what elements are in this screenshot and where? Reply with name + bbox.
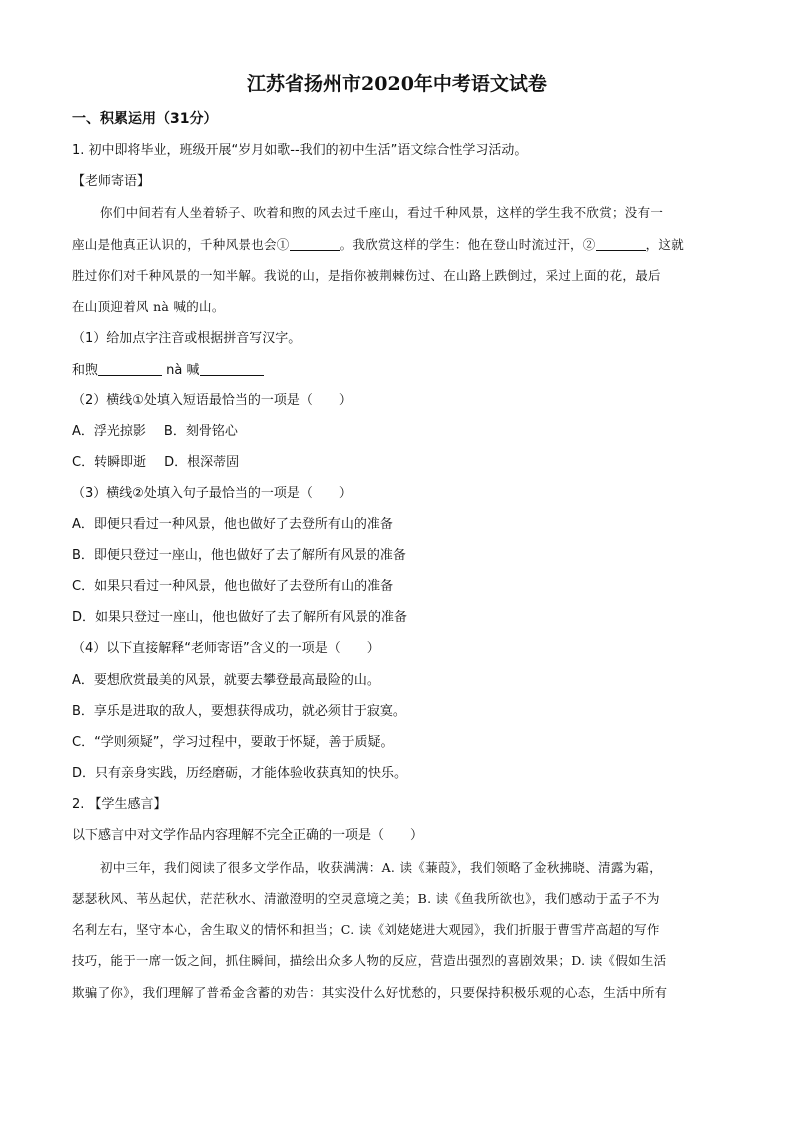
section-heading: 一、积累运用（31分） — [72, 111, 218, 127]
sub-question-4: （4）以下直接解释“老师寄语”含义的一项是（ ） — [72, 641, 380, 656]
teacher-message-line-2 — [72, 236, 684, 254]
option-c[interactable]: C．“学则须疑”，学习过程中，要敢于怀疑，善于质疑。 — [72, 735, 394, 750]
question-2-stem: 以下感言中对文学作品内容理解不完全正确的一项是（ ） — [72, 828, 424, 843]
teacher-message-line-2-c: ，这就 — [645, 237, 685, 252]
student-message-line-2: 瑟瑟秋风、苇丛起伏，茫茫秋水、清澈澄明的空灵意境之美；B. 读《鱼我所欲也》，我们感动于孟子不为 — [72, 891, 660, 906]
blank-1[interactable] — [290, 236, 340, 251]
option-c[interactable]: C．如果只看过一种风景，他也做好了去登所有山的准备 — [72, 579, 394, 594]
option-d[interactable]: D．如果只登过一座山，他也做好了去了解所有风景的准备 — [72, 610, 408, 625]
option-b[interactable]: B．刻骨铭心 — [163, 424, 238, 439]
question-2-heading: 2. 【学生感言】 — [72, 797, 167, 812]
option-a[interactable]: A．即便只看过一种风景，他也做好了去登所有山的准备 — [72, 517, 393, 532]
option-b[interactable]: B．即便只登过一座山，他也做好了去了解所有风景的准备 — [72, 548, 406, 563]
question-1-stem: 1. 初中即将毕业，班级开展“岁月如歌--我们的初中生活”语文综合性学习活动。 — [72, 143, 528, 158]
student-message-line-5: 欺骗了你》，我们理解了普希金含蓄的劝告：其实没什么好忧愁的，只要保持积极乐观的心态，生活中所有 — [72, 985, 668, 1000]
word-nahan: nà 喊 — [166, 363, 200, 378]
sub-question-2-options-cd — [72, 454, 239, 472]
answer-blank-hexu[interactable] — [98, 361, 162, 376]
student-message-line-4: 技巧，能于一席一饭之间，抓住瞬间，描绘出众多人物的反应，营造出强烈的喜剧效果；D. 读《假如生活 — [72, 953, 667, 968]
word-hexu: 和煦 — [72, 363, 99, 378]
page-title: 江苏省扬州市2020年中考语文试卷 — [247, 73, 547, 95]
answer-blank-nahan[interactable] — [200, 361, 264, 376]
teacher-message-line-4: 在山顶迎着风 nà 喊的山。 — [72, 299, 225, 314]
student-message-line-1: 初中三年，我们阅读了很多文学作品，收获满满：A. 读《蒹葭》，我们领略了金秋拂晓、清露为霜， — [100, 860, 663, 875]
teacher-message-line-1: 你们中间若有人坐着轿子、吹着和煦的风去过千座山，看过千种风景，这样的学生我不欣赏；没有一 — [100, 205, 664, 220]
option-a[interactable]: A．要想欣赏最美的风景，就要去攀登最高最险的山。 — [72, 673, 380, 688]
teacher-message-line-2-b: 。我欣赏这样的学生：他在登山时流过汗，② — [339, 237, 596, 252]
teacher-message-line-2-a: 座山是他真正认识的，千种风景也会① — [72, 237, 290, 252]
blank-2[interactable] — [596, 236, 646, 251]
option-d[interactable]: D．根深蒂固 — [164, 455, 240, 470]
sub-question-2: （2）横线①处填入短语最恰当的一项是（ ） — [72, 393, 352, 408]
sub-question-1: （1）给加点字注音或根据拼音写汉字。 — [72, 331, 302, 346]
option-a[interactable]: A．浮光掠影 — [72, 424, 146, 439]
sub-question-1-answers — [72, 361, 264, 380]
student-message-line-3: 名利左右，坚守本心，舍生取义的情怀和担当；C. 读《刘姥姥进大观园》，我们折服于曹雪芹高超的写作 — [72, 922, 660, 937]
option-b[interactable]: B．享乐是进取的敌人，要想获得成功，就必须甘于寂寞。 — [72, 704, 406, 719]
sub-question-2-options-ab — [72, 423, 238, 441]
teacher-message-line-3: 胜过你们对千种风景的一知半解。我说的山，是指你被荆棘伤过、在山路上跌倒过，采过上面的花，最后 — [72, 268, 661, 283]
teacher-message-heading: 【老师寄语】 — [72, 174, 151, 189]
option-c[interactable]: C．转瞬即逝 — [72, 455, 147, 470]
option-d[interactable]: D．只有亲身实践，历经磨砺，才能体验收获真知的快乐。 — [72, 766, 408, 781]
sub-question-3: （3）横线②处填入句子最恰当的一项是（ ） — [72, 486, 352, 501]
